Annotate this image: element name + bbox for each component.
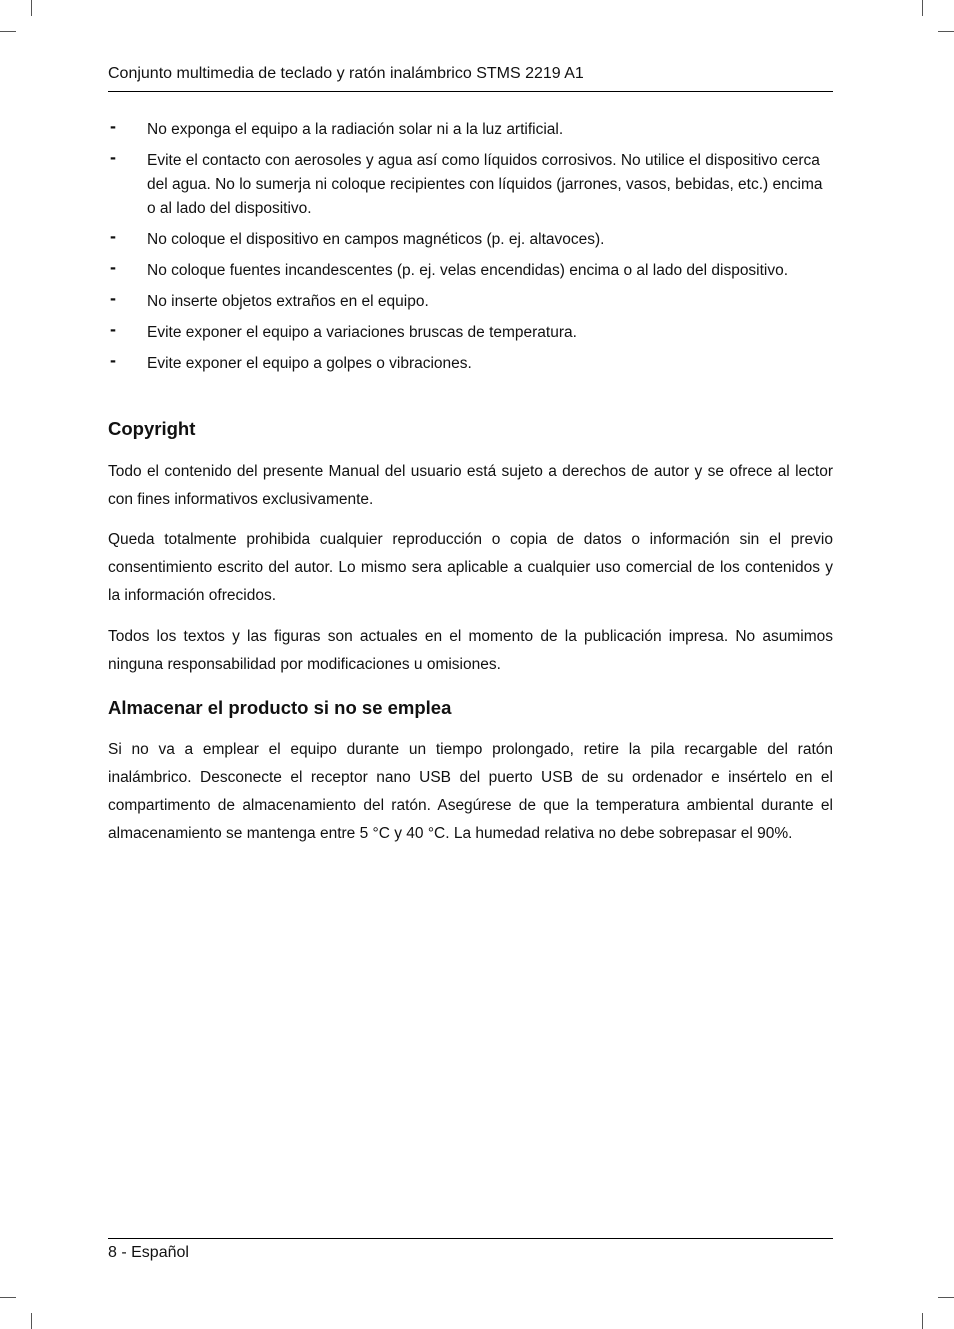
list-item-text: No exponga el equipo a la radiación solar ni a la luz artificial. [147,121,564,138]
safety-bullet-list [108,118,833,383]
copyright-paragraph: Todo el contenido del presente Manual del usuario está sujeto a derechos de autor y se ofrece al lector con fines informativos exclusivamente. [108,463,833,508]
crop-mark [938,31,954,32]
crop-mark [922,0,923,16]
list-item [108,118,833,142]
list-item [108,352,833,376]
bullet-dash: - [110,116,116,136]
list-item [108,259,833,283]
list-item [108,228,833,252]
bullet-dash: - [110,257,116,277]
copyright-heading: Copyright [108,418,196,439]
header-divider [108,91,833,92]
storage-paragraph: Si no va a emplear el equipo durante un tiempo prolongado, retire la pila recargable del ratón inalámbrico. Desconecte el receptor nano USB del puerto USB de su ordenador e insértelo en el compartimento de almacenamiento del ratón. Asegúrese de que la temperatura ambiental durante el almacenamiento se mantenga entre 5 °C y 40 °C. La humedad relativa no debe sobrepasar el 90%. [108,741,833,842]
crop-mark [938,1297,954,1298]
bullet-dash: - [110,350,116,370]
bullet-dash: - [110,147,116,167]
footer-divider [108,1238,833,1239]
crop-mark [31,0,32,16]
list-item [108,290,833,314]
page-header-title: Conjunto multimedia de teclado y ratón inalámbrico STMS 2219 A1 [108,65,584,82]
crop-mark [31,1313,32,1329]
bullet-dash: - [110,319,116,339]
bullet-dash: - [110,226,116,246]
copyright-paragraph: Queda totalmente prohibida cualquier reproducción o copia de datos o información sin el previo consentimiento escrito del autor. Lo mismo sera aplicable a cualquier uso comercial de los contenidos y la información ofrecidos. [108,531,833,604]
list-item-text: Evite el contacto con aerosoles y agua así como líquidos corrosivos. No utilice el dispositivo cerca del agua. No lo sumerja ni coloque recipientes con líquidos (jarrones, vasos, bebidas, etc.) encima o al lado del dispositivo. [147,152,823,217]
copyright-paragraph: Todos los textos y las figuras son actuales en el momento de la publicación impresa. No asumimos ninguna responsabilidad por modificaciones u omisiones. [108,628,833,673]
list-item-text: Evite exponer el equipo a variaciones bruscas de temperatura. [147,324,577,341]
storage-heading: Almacenar el producto si no se emplea [108,697,452,718]
crop-mark [0,31,16,32]
list-item-text: No coloque fuentes incandescentes (p. ej. velas encendidas) encima o al lado del dispositivo. [147,262,789,279]
crop-mark [0,1297,16,1298]
crop-mark [922,1313,923,1329]
bullet-dash: - [110,288,116,308]
list-item [108,321,833,345]
list-item-text: Evite exponer el equipo a golpes o vibraciones. [147,355,472,372]
list-item-text: No coloque el dispositivo en campos magnéticos (p. ej. altavoces). [147,231,605,248]
list-item [108,149,833,221]
list-item-text: No inserte objetos extraños en el equipo. [147,293,429,310]
page-footer-label: 8 - Español [108,1244,189,1261]
